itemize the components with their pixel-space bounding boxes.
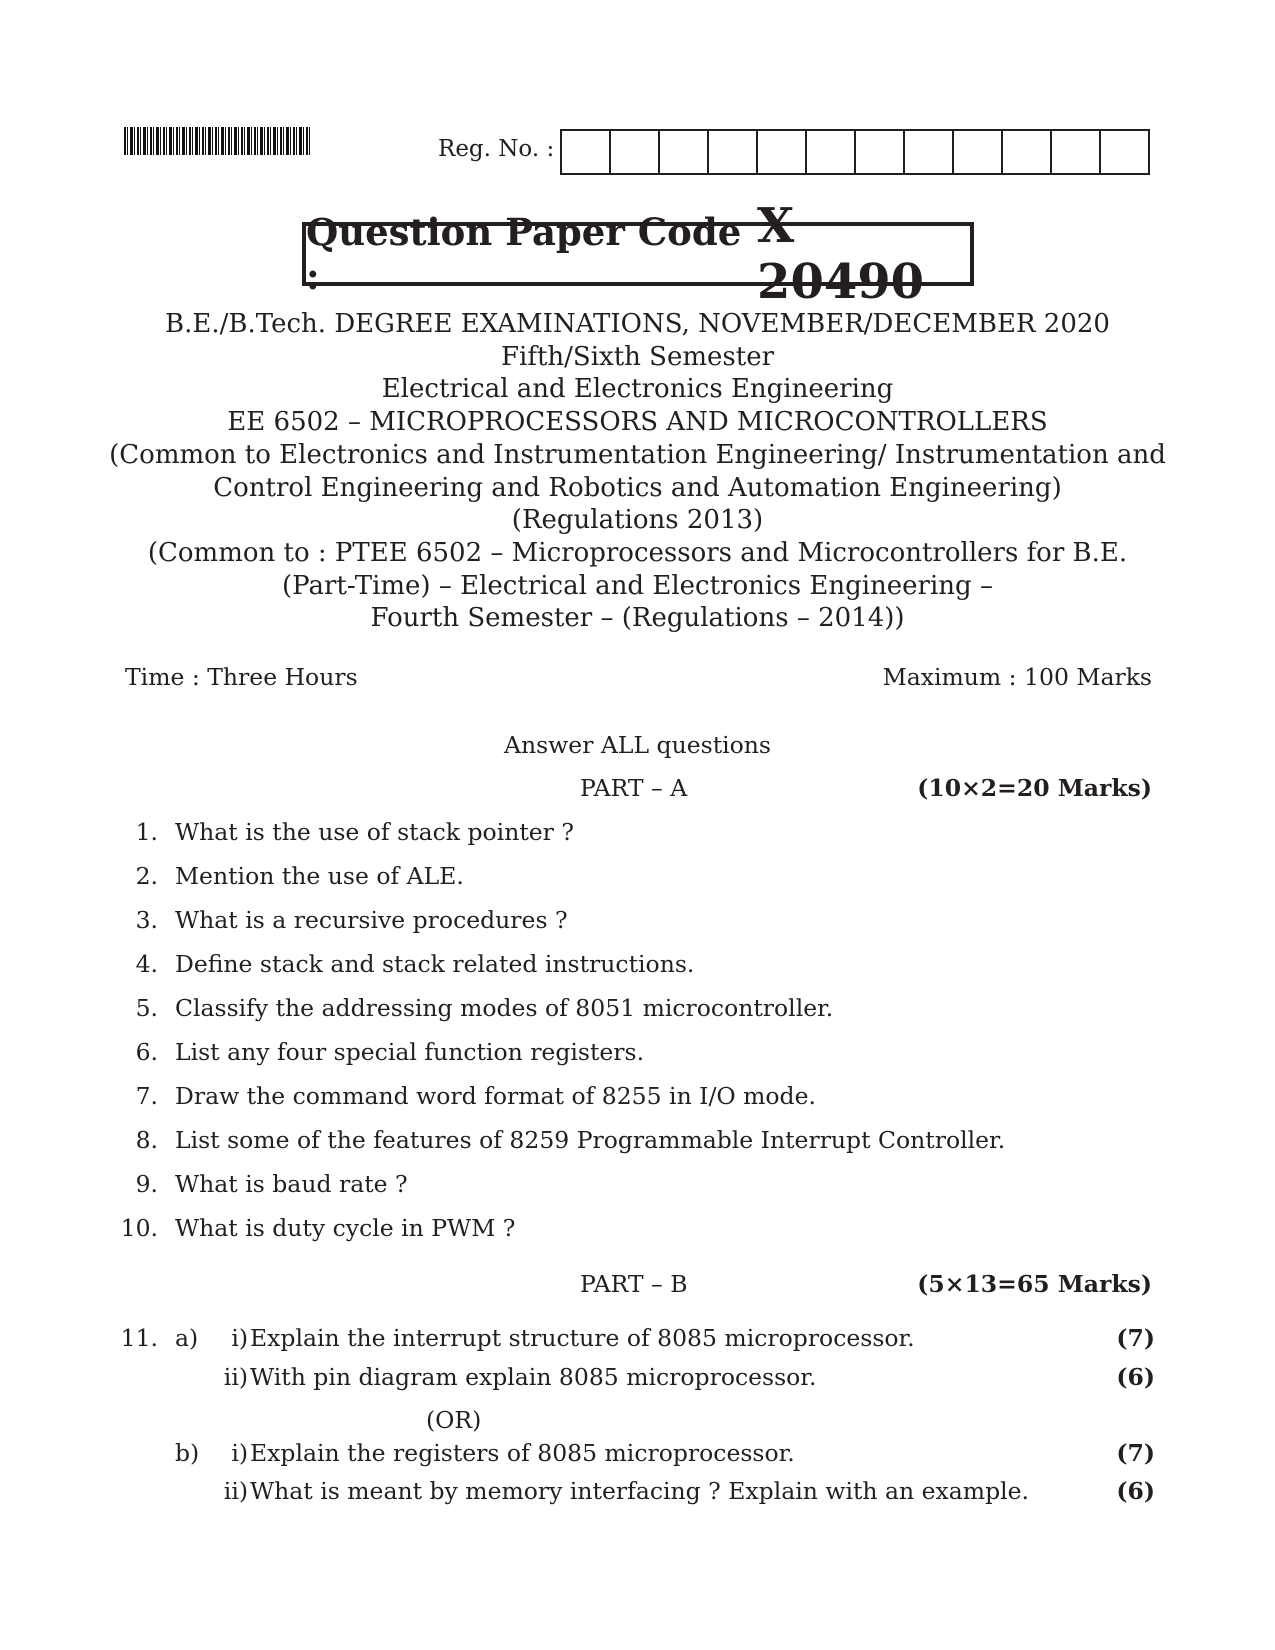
- question-number: 6.: [135, 1038, 158, 1066]
- sub-question-number: ii): [223, 1477, 248, 1505]
- reg-no-boxes: [560, 129, 1150, 175]
- reg-no-box: [660, 131, 709, 173]
- reg-no-box: [856, 131, 905, 173]
- sub-question-text: Explain the registers of 8085 microprocessor.: [250, 1439, 795, 1467]
- reg-no-box: [1101, 131, 1148, 173]
- question-text: What is duty cycle in PWM ?: [175, 1214, 516, 1242]
- exam-heading: [100, 308, 1175, 635]
- question-number: 10.: [120, 1214, 158, 1242]
- barcode: [124, 127, 312, 155]
- part-a-title: PART – A: [580, 774, 688, 802]
- question-text: Mention the use of ALE.: [175, 862, 464, 890]
- heading-line: Control Engineering and Robotics and Automation Engineering): [213, 472, 1062, 503]
- code-value: X 20490: [757, 198, 925, 310]
- exam-duration: Time : Three Hours: [125, 663, 358, 691]
- reg-no-box: [758, 131, 807, 173]
- part-b-marks: (5×13=65 Marks): [917, 1270, 1152, 1298]
- sub-question-marks: (7): [1116, 1439, 1155, 1467]
- maximum-marks: Maximum : 100 Marks: [882, 663, 1152, 691]
- question-text: List any four special function registers.: [175, 1038, 645, 1066]
- question-paper-code-box: [302, 198, 974, 310]
- question-number: 3.: [135, 906, 158, 934]
- question-11b-i: [120, 1439, 1155, 1469]
- heading-line: (Common to : PTEE 6502 – Microprocessors and Microcontrollers for B.E.: [147, 537, 1128, 568]
- reg-no-box: [905, 131, 954, 173]
- question-number: 2.: [135, 862, 158, 890]
- question-number: 9.: [135, 1170, 158, 1198]
- heading-line: Electrical and Electronics Engineering: [381, 374, 894, 405]
- code-label: Question Paper Code :: [306, 210, 742, 298]
- question-number: 5.: [135, 994, 158, 1022]
- sub-question-marks: (6): [1116, 1477, 1155, 1505]
- sub-question-marks: (6): [1116, 1363, 1155, 1391]
- or-separator: (OR): [426, 1406, 482, 1434]
- question-text: Define stack and stack related instructions.: [175, 950, 695, 978]
- question-11a-ii: [120, 1363, 1155, 1393]
- heading-line: B.E./B.Tech. DEGREE EXAMINATIONS, NOVEMBER/DECEMBER 2020: [165, 309, 1110, 339]
- question-number: 4.: [135, 950, 158, 978]
- heading-line: (Part-Time) – Electrical and Electronics Engineering –: [282, 570, 993, 601]
- reg-no-box: [709, 131, 758, 173]
- instruction: Answer ALL questions: [504, 731, 771, 759]
- heading-line: EE 6502 – MICROPROCESSORS AND MICROCONTROLLERS: [227, 407, 1048, 438]
- reg-no-box: [807, 131, 856, 173]
- sub-question-number: i): [231, 1324, 248, 1352]
- reg-no-label: Reg. No. :: [438, 136, 555, 162]
- question-text: List some of the features of 8259 Programmable Interrupt Controller.: [175, 1126, 1006, 1154]
- sub-question-marks: (7): [1116, 1324, 1155, 1352]
- question-number: 8.: [135, 1126, 158, 1154]
- question-text: Classify the addressing modes of 8051 microcontroller.: [175, 994, 834, 1022]
- heading-line: Fourth Semester – (Regulations – 2014)): [370, 603, 905, 634]
- question-11a-i: [120, 1324, 1155, 1354]
- reg-no-box: [1052, 131, 1101, 173]
- part-a-marks: (10×2=20 Marks): [917, 774, 1152, 802]
- reg-no-box: [1003, 131, 1052, 173]
- heading-line: Fifth/Sixth Semester: [500, 341, 775, 372]
- reg-no-box: [562, 131, 611, 173]
- sub-question-text: What is meant by memory interfacing ? Explain with an example.: [250, 1477, 1030, 1505]
- question-text: What is the use of stack pointer ?: [175, 818, 574, 846]
- question-text: What is baud rate ?: [175, 1170, 408, 1198]
- part-b-title: PART – B: [580, 1270, 688, 1298]
- sub-question-text: With pin diagram explain 8085 microprocessor.: [250, 1363, 817, 1391]
- sub-question-number: i): [231, 1439, 248, 1467]
- option-label: a): [175, 1324, 199, 1352]
- question-11b-ii: [120, 1477, 1155, 1507]
- heading-line: (Regulations 2013): [511, 505, 764, 536]
- question-text: What is a recursive procedures ?: [175, 906, 568, 934]
- question-number: 7.: [135, 1082, 158, 1110]
- question-number: 1.: [135, 818, 158, 846]
- sub-question-number: ii): [223, 1363, 248, 1391]
- sub-question-text: Explain the interrupt structure of 8085 microprocessor.: [250, 1324, 915, 1352]
- heading-line: (Common to Electronics and Instrumentation Engineering/ Instrumentation and: [109, 439, 1166, 470]
- question-text: Draw the command word format of 8255 in I/O mode.: [175, 1082, 816, 1110]
- reg-no-box: [954, 131, 1003, 173]
- question-number: 11.: [120, 1324, 158, 1352]
- option-label: b): [175, 1439, 200, 1467]
- reg-no-box: [611, 131, 660, 173]
